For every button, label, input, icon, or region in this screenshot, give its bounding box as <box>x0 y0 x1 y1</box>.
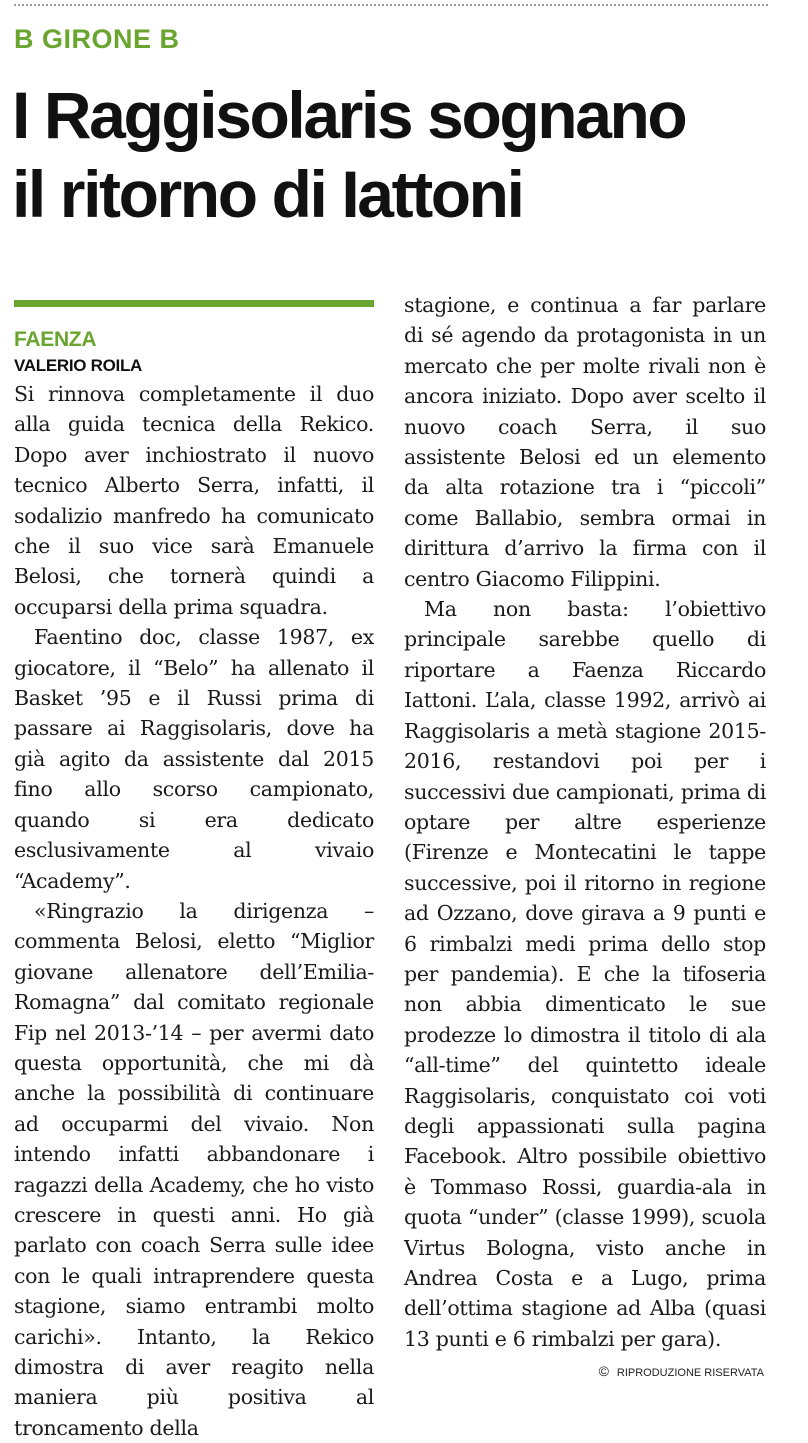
body-paragraph: «Ringrazio la dirigenza – commenta Belosi, eletto “Miglior giovane allenatore dell’Emilia-Romagna” dal comitato regionale Fip nel 2013-’14 – per avermi dato questa opportunità, che mi dà anche la possibilità di continuare ad occuparmi del vivaio. Non intendo infatti abbandonare i ragazzi della Academy, che ho visto crescere in questi anni. Ho già parlato con coach Serra sulle idee con le quali intraprendere questa stagione, siamo entrambi molto carichi». Intanto, la Rekico dimostra di aver reagito nella maniera più positiva al troncamento della <box>14 898 374 1440</box>
column-left <box>14 290 374 1443</box>
section-kicker: B GIRONE B <box>14 24 180 54</box>
body-paragraph: stagione, e continua a far parlare di sé agendo da protagonista in un mercato che per molte rivali non è ancora iniziato. Dopo aver scelto il nuovo coach Serra, il suo assistente Belosi ed un elemento da alta rotazione tra i “piccoli” come Ballabio, sembra ormai in dirittura d’arrivo la firma con il centro Giacomo Filippini. <box>404 293 766 591</box>
green-divider <box>14 300 374 307</box>
column-right <box>404 290 766 1354</box>
body-paragraph: Faentino doc, classe 1987, ex giocatore, il “Belo” ha allenato il Basket ’95 e il Russi prima di passare ai Raggisolaris, dove ha già agito da assistente dal 2015 fino allo scorso campionato, quando si era dedicato esclusivamente al vivaio “Academy”. <box>14 625 374 893</box>
dateline-place: FAENZA <box>14 328 97 351</box>
headline-line-1: I Raggisolaris sognano <box>12 78 686 152</box>
top-dotted-rule <box>14 4 768 6</box>
copyright-text: RIPRODUZIONE RISERVATA <box>616 1367 764 1379</box>
body-paragraph: Ma non basta: l’obiettivo principale sarebbe quello di riportare a Faenza Riccardo Iattoni. L’ala, classe 1992, arrivò ai Raggisolaris a metà stagione 2015-2016, restandovi poi per i successivi due campionati, prima di optare per altre esperienze (Firenze e Montecatini le tappe successive, poi il ritorno in regione ad Ozzano, dove girava a 9 punti e 6 rimbalzi medi prima dello stop per pandemia). E che la tifoseria non abbia dimenticato le sue prodezze lo dimostra il titolo di ala “all-time” del quintetto ideale Raggisolaris, conquistato coi voti degli appassionati sulla pagina Facebook. Altro possibile obiettivo è Tommaso Rossi, guardia-ala in quota “under” (classe 1999), scuola Virtus Bologna, visto anche in Andrea Costa e a Lugo, prima dell’ottima stagione ad Alba (quasi 13 punti e 6 rimbalzi per gara). <box>404 597 766 1351</box>
body-paragraph: Si rinnova completamente il duo alla guida tecnica della Rekico. Dopo aver inchiostrato il nuovo tecnico Alberto Serra, infatti, il sodalizio manfredo ha comunicato che il suo vice sarà Emanuele Belosi, che tornerà quindi a occuparsi della prima squadra. <box>14 382 374 619</box>
headline-line-2: il ritorno di Iattoni <box>12 157 523 231</box>
byline-author: VALERIO ROILA <box>14 356 143 375</box>
headline <box>12 76 802 234</box>
copyright-notice <box>599 1363 764 1379</box>
copyright-icon: © <box>598 1363 609 1379</box>
